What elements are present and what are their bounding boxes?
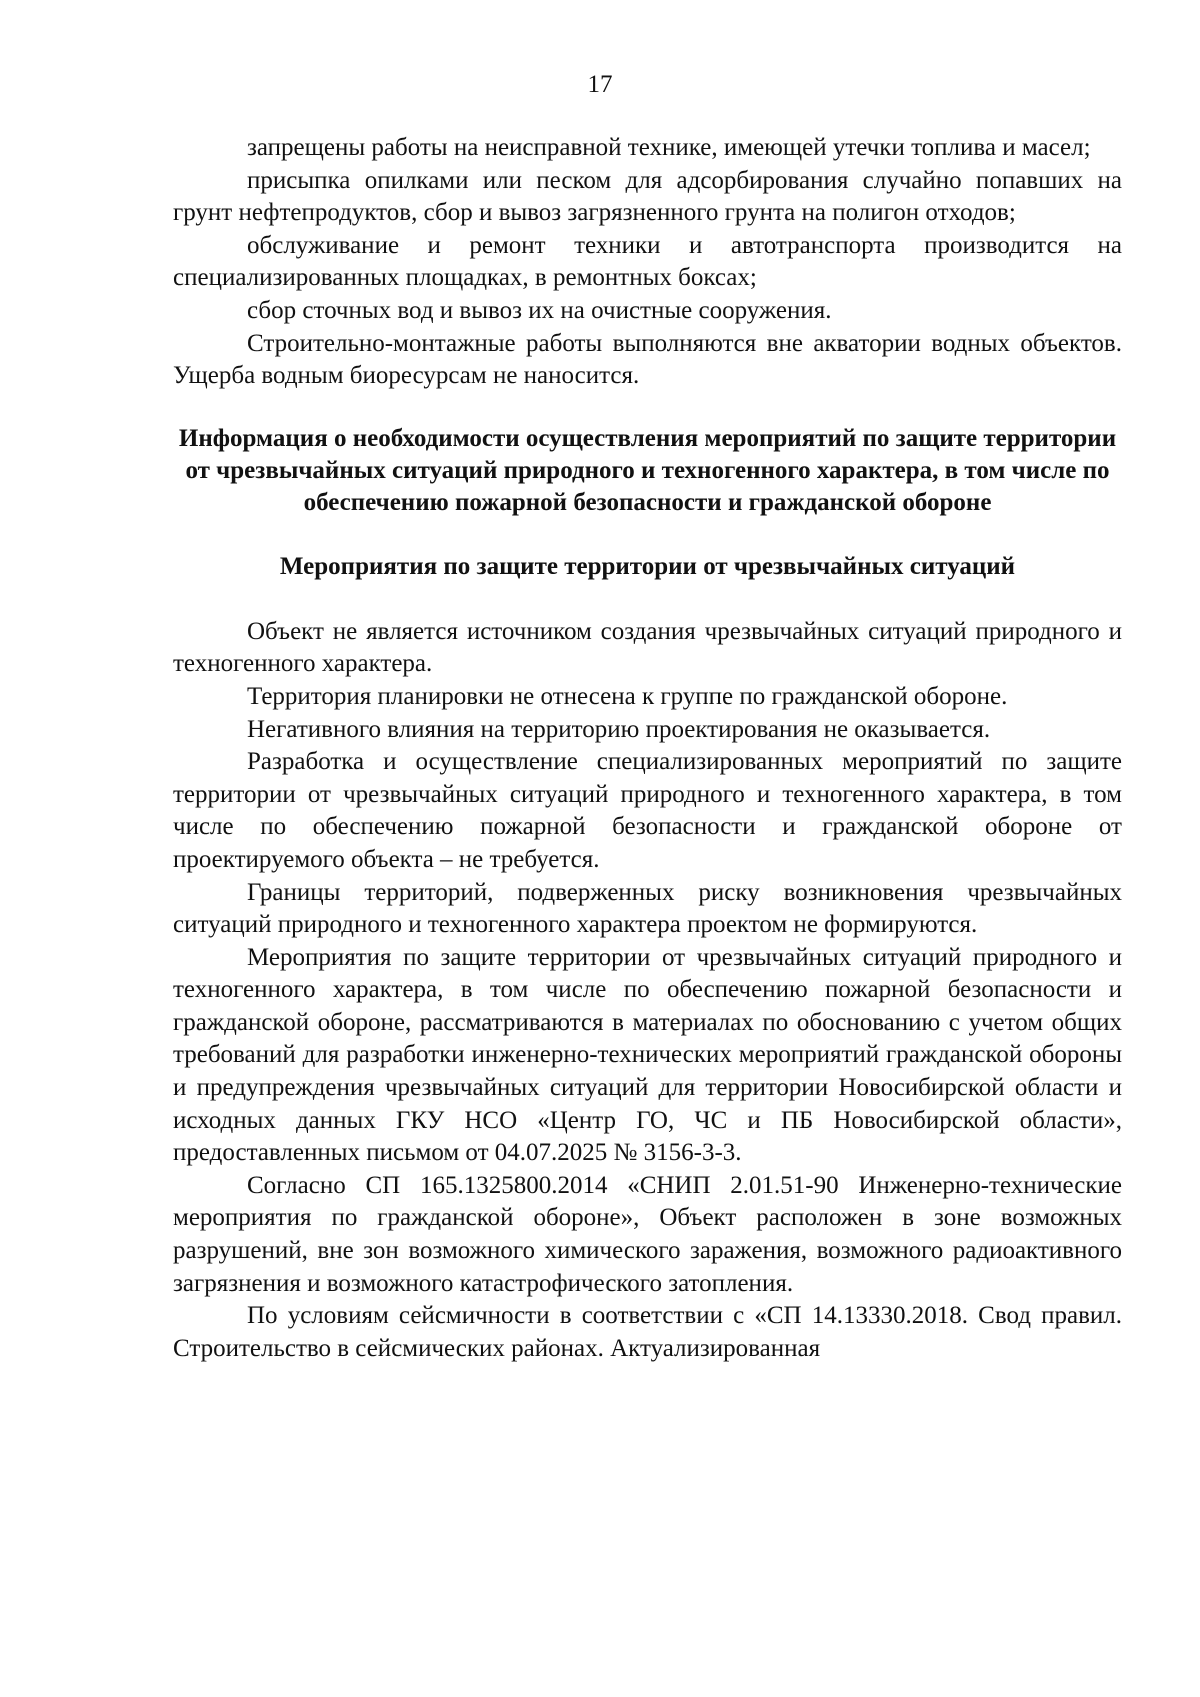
- document-body: [173, 132, 1122, 1365]
- intro-paragraph: запрещены работы на неисправной технике, имеющей утечки топлива и масел;: [247, 134, 1091, 161]
- intro-paragraph: сбор сточных вод и вывоз их на очистные сооружения.: [247, 296, 832, 324]
- page-number: 17: [587, 71, 613, 98]
- section-paragraph: По условиям сейсмичности в соответствии с «СП 14.13330.2018. Свод правил. Строительство в сейсмических районах. Актуализированная: [173, 1302, 1122, 1362]
- subsection-heading: Мероприятия по защите территории от чрезвычайных ситуаций: [279, 552, 1016, 580]
- intro-paragraph: присыпка опилками или песком для адсорбирования случайно попавших на грунт нефтепродуктов, сбор и вывоз загрязненного грунта на полигон отходов;: [173, 166, 1122, 227]
- intro-paragraph: Строительно-монтажные работы выполняются вне акватории водных объектов. Ущерба водным биоресурсам не наносится.: [173, 329, 1122, 390]
- section-paragraph: Территория планировки не отнесена к группе по гражданской обороне.: [247, 682, 1008, 710]
- section-paragraph: Разработка и осуществление специализированных мероприятий по защите территории от чрезвычайных ситуаций природного и техногенного характера, в том числе по обеспечению пожарной безопасности и гражданской обороне от проектируемого объекта – не требуется.: [173, 748, 1122, 873]
- section-paragraph: Объект не является источником создания чрезвычайных ситуаций природного и техногенного характера.: [173, 617, 1122, 678]
- section-paragraph: Негативного влияния на территорию проектирования не оказывается.: [247, 715, 991, 743]
- section-paragraph: Границы территорий, подверженных риску возникновения чрезвычайных ситуаций природного и техногенного характера проектом не формируются.: [173, 878, 1122, 939]
- intro-paragraph: обслуживание и ремонт техники и автотранспорта производится на специализированных площадках, в ремонтных боксах;: [173, 231, 1122, 292]
- section-paragraph: Мероприятия по защите территории от чрезвычайных ситуаций природного и техногенного характера, в том числе по обеспечению пожарной безопасности и гражданской обороне, рассматриваются в материалах по обоснованию с учетом общих требований для разработки инженерно-технических мероприятий гражданской обороны и предупреждения чрезвычайных ситуаций для территории Новосибирской области и исходных данных ГКУ НСО «Центр ГО, ЧС и ПБ Новосибирской области», предоставленных письмом от 04.07.2025 № 3156-3-3.: [173, 943, 1122, 1167]
- section-paragraph: Согласно СП 165.1325800.2014 «СНИП 2.01.51-90 Инженерно-технические мероприятия по гражданской обороне», Объект расположен в зоне возможных разрушений, вне зон возможного химического заражения, возможного радиоактивного загрязнения и возможного катастрофического затопления.: [173, 1171, 1122, 1297]
- section-heading: Информация о необходимости осуществления мероприятий по защите территории от чрезвычайных ситуаций природного и техногенного характера, в том числе по обеспечению пожарной безопасности и гражданской обороне: [178, 424, 1117, 516]
